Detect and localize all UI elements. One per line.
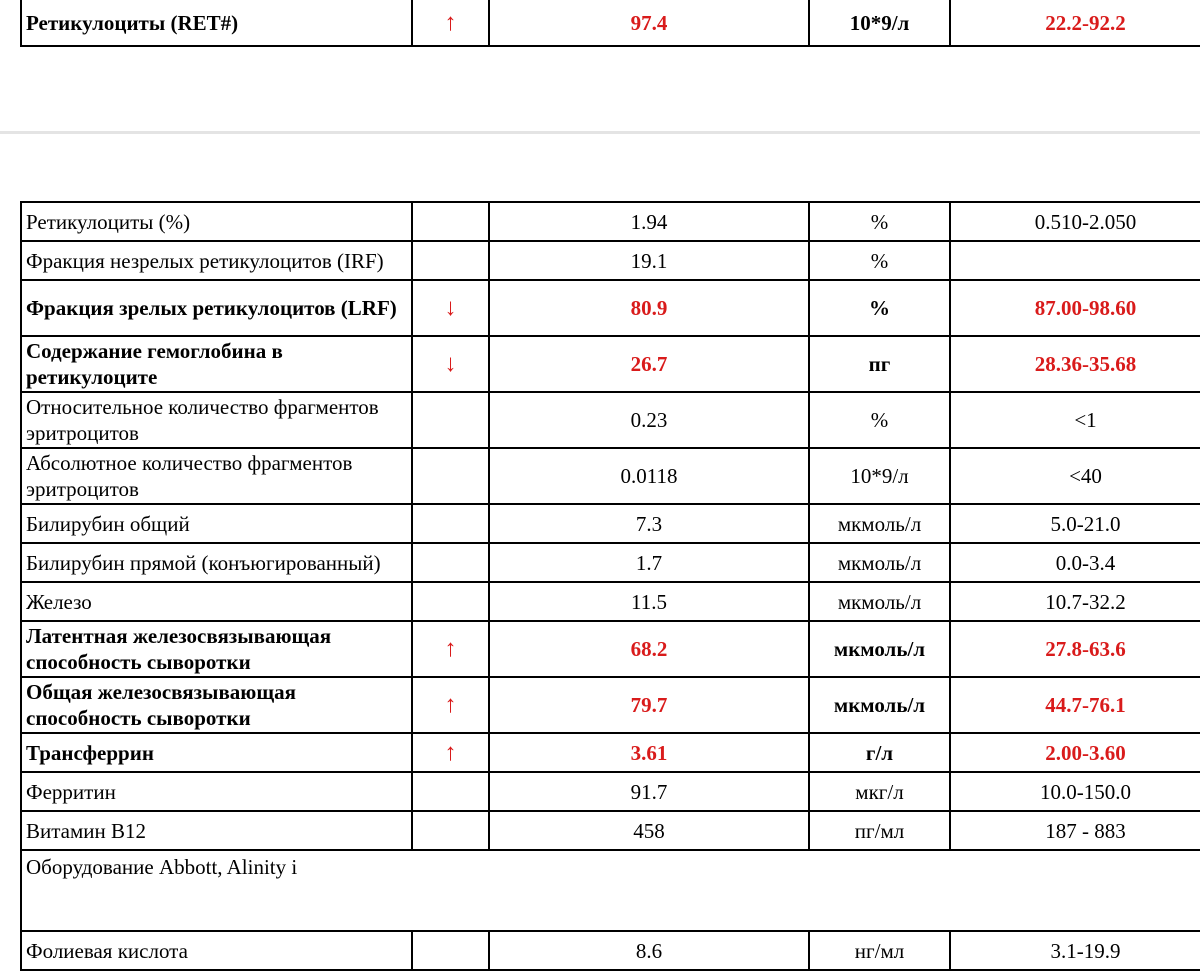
flag-arrow-icon [412, 582, 489, 621]
reference-range: 44.7-76.1 [950, 677, 1200, 733]
results-table-main [20, 201, 1200, 971]
flag-arrow-icon [412, 772, 489, 811]
flag-arrow-icon [412, 392, 489, 448]
results-table-top-body [21, 0, 1200, 46]
test-name: Фолиевая кислота [21, 931, 412, 970]
result-value: 11.5 [489, 582, 809, 621]
test-name: Витамин B12 [21, 811, 412, 850]
reference-range: 3.1-19.9 [950, 931, 1200, 970]
result-row [21, 448, 1200, 504]
result-row [21, 582, 1200, 621]
result-value: 3.61 [489, 733, 809, 772]
reference-range: 10.0-150.0 [950, 772, 1200, 811]
result-unit: мкмоль/л [809, 543, 950, 582]
reference-range: 0.0-3.4 [950, 543, 1200, 582]
result-unit: нг/мл [809, 931, 950, 970]
equipment-note: Оборудование Abbott, Alinity i [21, 850, 1200, 931]
flag-arrow-icon: ↑ [412, 621, 489, 677]
result-value: 0.0118 [489, 448, 809, 504]
flag-arrow-icon [412, 448, 489, 504]
reference-range: 28.36-35.68 [950, 336, 1200, 392]
test-name: Трансферрин [21, 733, 412, 772]
result-value: 26.7 [489, 336, 809, 392]
result-row [21, 202, 1200, 241]
result-value: 68.2 [489, 621, 809, 677]
reference-range: 10.7-32.2 [950, 582, 1200, 621]
test-name: Ретикулоциты (RET#) [21, 0, 412, 46]
test-name: Ретикулоциты (%) [21, 202, 412, 241]
result-row [21, 0, 1200, 46]
result-unit: % [809, 202, 950, 241]
test-name: Общая железосвязывающая способность сыворотки [21, 677, 412, 733]
test-name: Билирубин общий [21, 504, 412, 543]
result-value: 7.3 [489, 504, 809, 543]
result-unit: мкг/л [809, 772, 950, 811]
result-value: 458 [489, 811, 809, 850]
result-unit: % [809, 241, 950, 280]
result-unit: % [809, 280, 950, 336]
reference-range: 0.510-2.050 [950, 202, 1200, 241]
test-name: Относительное количество фрагментов эритроцитов [21, 392, 412, 448]
flag-arrow-icon: ↑ [412, 733, 489, 772]
result-value: 80.9 [489, 280, 809, 336]
test-name: Билирубин прямой (конъюгированный) [21, 543, 412, 582]
result-value: 1.7 [489, 543, 809, 582]
flag-arrow-icon [412, 241, 489, 280]
results-table-main-body [21, 202, 1200, 970]
result-row [21, 931, 1200, 970]
result-value: 8.6 [489, 931, 809, 970]
result-unit: мкмоль/л [809, 621, 950, 677]
flag-arrow-icon: ↑ [412, 677, 489, 733]
result-unit: % [809, 392, 950, 448]
test-name: Содержание гемоглобина в ретикулоците [21, 336, 412, 392]
reference-range: <1 [950, 392, 1200, 448]
reference-range: 187 - 883 [950, 811, 1200, 850]
flag-arrow-icon [412, 811, 489, 850]
test-name: Абсолютное количество фрагментов эритроцитов [21, 448, 412, 504]
result-row [21, 280, 1200, 336]
test-name: Ферритин [21, 772, 412, 811]
result-unit: пг [809, 336, 950, 392]
result-unit: 10*9/л [809, 448, 950, 504]
result-row [21, 336, 1200, 392]
results-table-top [20, 0, 1200, 47]
reference-range: 2.00-3.60 [950, 733, 1200, 772]
result-unit: мкмоль/л [809, 504, 950, 543]
result-value: 0.23 [489, 392, 809, 448]
flag-arrow-icon: ↓ [412, 280, 489, 336]
flag-arrow-icon [412, 543, 489, 582]
test-name: Фракция зрелых ретикулоцитов (LRF) [21, 280, 412, 336]
result-unit: мкмоль/л [809, 677, 950, 733]
result-row [21, 504, 1200, 543]
flag-arrow-icon [412, 931, 489, 970]
reference-range: 5.0-21.0 [950, 504, 1200, 543]
result-row [21, 733, 1200, 772]
result-row [21, 772, 1200, 811]
result-row [21, 811, 1200, 850]
result-value: 91.7 [489, 772, 809, 811]
equipment-note-row [21, 850, 1200, 931]
reference-range: 27.8-63.6 [950, 621, 1200, 677]
result-unit: 10*9/л [809, 0, 950, 46]
result-value: 19.1 [489, 241, 809, 280]
result-unit: пг/мл [809, 811, 950, 850]
flag-arrow-icon [412, 504, 489, 543]
result-value: 97.4 [489, 0, 809, 46]
reference-range: <40 [950, 448, 1200, 504]
result-row [21, 621, 1200, 677]
flag-arrow-icon [412, 202, 489, 241]
result-value: 79.7 [489, 677, 809, 733]
reference-range [950, 241, 1200, 280]
flag-arrow-icon: ↑ [412, 0, 489, 46]
result-value: 1.94 [489, 202, 809, 241]
result-row [21, 392, 1200, 448]
result-row [21, 677, 1200, 733]
result-unit: г/л [809, 733, 950, 772]
page-divider [0, 131, 1200, 134]
test-name: Железо [21, 582, 412, 621]
test-name: Фракция незрелых ретикулоцитов (IRF) [21, 241, 412, 280]
reference-range: 87.00-98.60 [950, 280, 1200, 336]
result-row [21, 241, 1200, 280]
reference-range: 22.2-92.2 [950, 0, 1200, 46]
flag-arrow-icon: ↓ [412, 336, 489, 392]
result-unit: мкмоль/л [809, 582, 950, 621]
test-name: Латентная железосвязывающая способность сыворотки [21, 621, 412, 677]
result-row [21, 543, 1200, 582]
